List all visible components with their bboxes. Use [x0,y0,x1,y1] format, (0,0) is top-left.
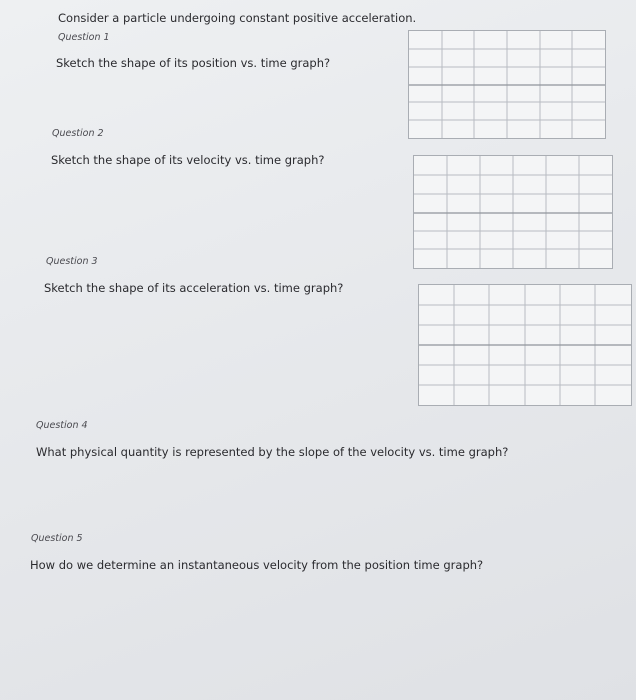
question-1-text: Sketch the shape of its position vs. time graph? [56,56,331,70]
question-2-text: Sketch the shape of its velocity vs. time graph? [51,153,325,167]
question-4-text: What physical quantity is represented by the slope of the velocity vs. time graph? [36,445,509,459]
question-3-text: Sketch the shape of its acceleration vs. time graph? [44,281,344,295]
position-time-graph-grid[interactable] [408,30,606,139]
question-3-label: Question 3 [46,256,98,267]
question-2-label: Question 2 [52,128,104,139]
question-1-label: Question 1 [58,32,110,43]
velocity-time-graph-grid[interactable] [413,155,613,269]
question-5-label: Question 5 [31,533,83,544]
question-5-text: How do we determine an instantaneous velocity from the position time graph? [30,558,484,572]
intro-text: Consider a particle undergoing constant positive acceleration. [58,11,417,25]
acceleration-time-graph-grid[interactable] [418,284,632,406]
question-4-label: Question 4 [36,420,88,431]
